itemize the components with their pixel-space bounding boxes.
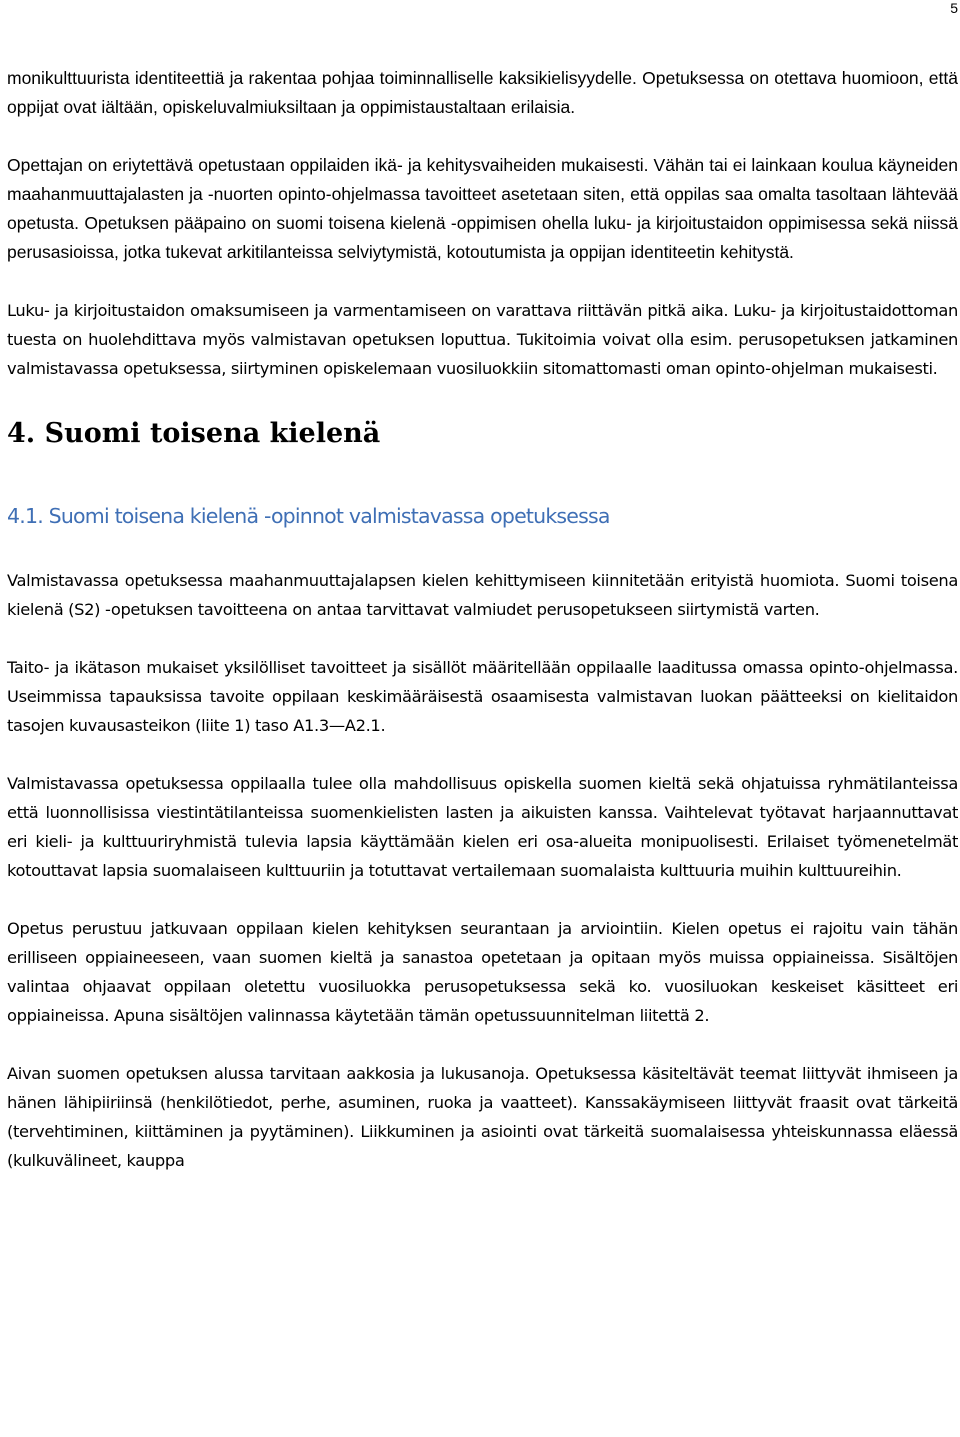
paragraph-spacer — [7, 624, 958, 653]
heading-spacer — [7, 531, 958, 566]
subsection-heading: 4.1. Suomi toisena kielenä -opinnot valmistavassa opetuksessa — [7, 504, 610, 528]
paragraph-spacer — [7, 740, 958, 769]
section-paragraph-4: Opetus perustuu jatkuvaan oppilaan kielen kehityksen seurantaan ja arviointiin. Kielen opetus ei rajoitu vain tähän erilliseen oppiaineeseen, vaan suomen kieltä ja sanastoa opetetaan ja opitaan myös muissa oppiaineissa. Sisältöjen valintaa ohjaavat oppilaan oletettu vuosiluokka perusopetuksessa sekä ko. vuosiluokan keskeiset käsitteet eri oppiaineissa. Apuna sisältöjen valinnassa käytetään tämän opetussuunnitelman liitettä 2. — [7, 919, 958, 1025]
paragraph-spacer — [7, 885, 958, 914]
section-paragraph-2: Taito- ja ikätason mukaiset yksilölliset tavoitteet ja sisällöt määritellään oppilaalle laaditussa omassa opinto-ohjelmassa. Useimmissa tapauksissa tavoite oppilaan keskimääräisestä osaamisesta valmistavan luokan päätteeksi on kielitaidon tasojen kuvausasteikon (liite 1) taso A1.3—A2.1. — [7, 658, 958, 735]
paragraph-spacer — [7, 122, 958, 151]
intro-paragraph-3: Luku- ja kirjoitustaidon omaksumiseen ja varmentamiseen on varattava riittävän pitkä aika. Luku- ja kirjoitustaidottoman tuesta on huolehdittava myös valmistavan opetuksen loputtua. Tukitoimia voivat olla esim. perusopetuksen jatkaminen valmistavassa opetuksessa, siirtyminen opiskelemaan vuosiluokkiin sitomattomasti oman opinto-ohjelman mukaisesti. — [7, 301, 958, 378]
paragraph-spacer — [7, 1030, 958, 1059]
document-body — [7, 64, 958, 1175]
page-number: 5 — [950, 0, 958, 16]
intro-paragraph-2: Opettajan on eriytettävä opetustaan oppilaiden ikä- ja kehitysvaiheiden mukaisesti. Vähän tai ei lainkaan koulua käyneiden maahanmuuttajalasten ja -nuorten opinto-ohjelmassa tavoitteet asetetaan siten, että oppilas saa omalta tasoltaan lähtevää opetusta. Opetuksen pääpaino on suomi toisena kielenä -oppimisen ohella luku- ja kirjoitustaidon oppimisessa sekä niissä perusasioissa, jotka tukevat arkitilanteissa selviytymistä, kotoutumista ja oppijan identiteetin kehitystä. — [7, 155, 958, 262]
section-heading: 4. Suomi toisena kielenä — [7, 418, 381, 449]
section-paragraph-1: Valmistavassa opetuksessa maahanmuuttajalapsen kielen kehittymiseen kiinnitetään erityistä huomiota. Suomi toisena kielenä (S2) -opetuksen tavoitteena on antaa tarvittavat valmiudet perusopetukseen siirtymistä varten. — [7, 571, 958, 619]
section-paragraph-5: Aivan suomen opetuksen alussa tarvitaan aakkosia ja lukusanoja. Opetuksessa käsiteltävät teemat liittyvät ihmiseen ja hänen lähipiiriinsä (henkilötiedot, perhe, asuminen, ruoka ja vaatteet). Kanssakäymiseen liittyvät fraasit ovat tärkeitä (tervehtiminen, kiittäminen ja pyytäminen). Liikkuminen ja asiointi ovat tärkeitä suomalaisessa yhteiskunnassa eläessä (kulkuvälineet, kauppa — [7, 1064, 958, 1170]
paragraph-spacer — [7, 267, 958, 296]
section-paragraph-3: Valmistavassa opetuksessa oppilaalla tulee olla mahdollisuus opiskella suomen kieltä sekä ohjatuissa ryhmätilanteissa että luonnollisissa viestintätilanteissa suomenkielisten lasten ja aikuisten kanssa. Vaihtelevat työtavat harjaannuttavat eri kieli- ja kulttuuriryhmistä tulevia lapsia käyttämään kielen eri osa-alueita monipuolisesti. Erilaiset työmenetelmät kotouttavat lapsia suomalaiseen kulttuuriin ja totuttavat vertailemaan suomalaista kulttuuria muihin kulttuureihin. — [7, 774, 958, 880]
intro-paragraph-1: monikulttuurista identiteettiä ja rakentaa pohjaa toiminnalliselle kaksikielisyydelle. Opetuksessa on otettava huomioon, että oppijat ovat iältään, opiskeluvalmiuksiltaan ja oppimistaustaltaan erilaisia. — [7, 68, 958, 117]
